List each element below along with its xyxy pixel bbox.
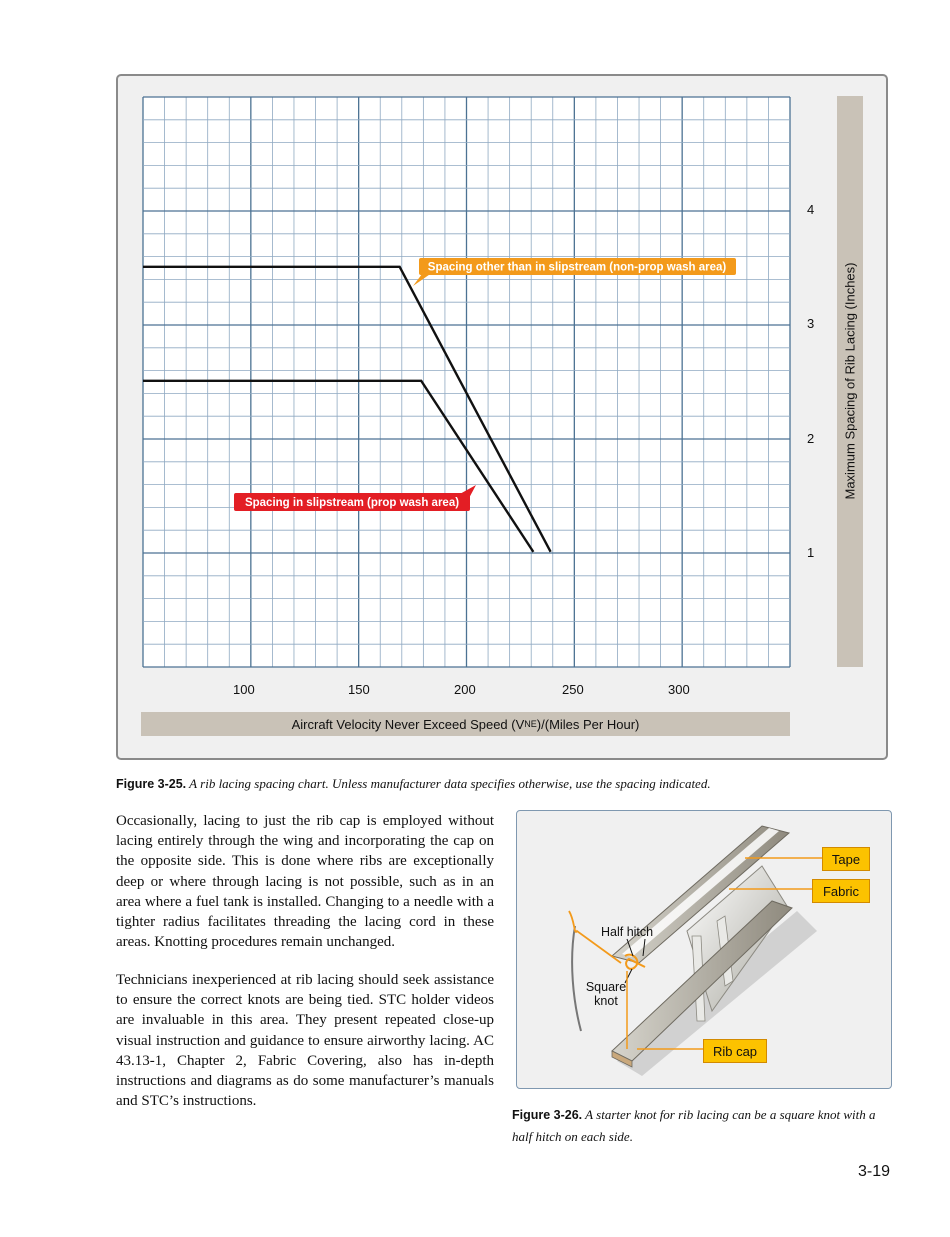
- x-axis-label-tail: )/(Miles Per Hour): [536, 716, 640, 732]
- x-axis-label-sub: NE: [524, 719, 537, 729]
- figure-3-25-caption-text: A rib lacing spacing chart. Unless manufacturer data specifies otherwise, use the spacing indicated.: [186, 776, 711, 791]
- needle-icon: [572, 926, 581, 1031]
- figure-3-25-caption: [116, 773, 896, 795]
- x-tick-label: 250: [562, 682, 584, 697]
- body-paragraph-2: Technicians inexperienced at rib lacing should seek assistance to ensure the correct knots are being tied. STC holder videos are invaluable in this area. They present repeated close-up visual instruction and guidance to ensure airworthy lacing. AC 43.13-1, Chapter 2, Fabric Covering, also has in-depth instructions and diagrams as do some manufacturer’s manuals and STC’s instructions.: [116, 972, 494, 1110]
- y-tick-label: 1: [807, 545, 815, 560]
- x-tick-label: 100: [233, 682, 255, 697]
- figure-3-25-label: Figure 3-25.: [116, 777, 187, 791]
- y-tick-label: 4: [807, 202, 815, 217]
- y-tick-label: 3: [807, 316, 815, 331]
- figure-3-26-label: Figure 3-26.: [512, 1108, 583, 1122]
- figure-3-26-frame: [516, 810, 892, 1089]
- half-hitch-label: Half hitch: [601, 925, 654, 939]
- x-tick-label: 150: [348, 682, 370, 697]
- x-tick-label: 200: [454, 682, 476, 697]
- tape-callout: Tape: [822, 847, 870, 871]
- figure-3-26-caption-text: A starter knot for rib lacing can be a square knot with a half hitch on each side.: [512, 1107, 876, 1144]
- square-knot-label: [581, 980, 631, 1008]
- non-prop-wash-callout-text: Spacing other than in slipstream (non-prop wash area): [427, 261, 727, 274]
- square-knot-label-line1: Square: [585, 980, 627, 994]
- x-tick-label: 300: [668, 682, 690, 697]
- rib-cap-callout: Rib cap: [703, 1039, 767, 1063]
- body-paragraph-1: Occasionally, lacing to just the rib cap is employed without lacing entirely through the wing and incorporating the cap on the opposite side. This is done where ribs are exceptionally deep or where through lacing is not possible, such as in an area where a fuel tank is installed. Changing to a needle with a tighter radius facilitates threading the lacing cord in these areas. Knotting procedures remain unchanged.: [116, 813, 494, 951]
- y-tick-label: 2: [807, 431, 815, 446]
- x-axis-label-main: Aircraft Velocity Never Exceed Speed (V: [291, 716, 525, 732]
- figure-3-26-caption: [512, 1104, 897, 1147]
- page-number: 3-19: [858, 1163, 891, 1180]
- square-knot-label-line2: knot: [594, 994, 618, 1008]
- y-axis-label: Maximum Spacing of Rib Lacing (Inches): [842, 262, 858, 500]
- prop-wash-callout-text: Spacing in slipstream (prop wash area): [244, 497, 460, 509]
- fabric-callout: Fabric: [812, 879, 870, 903]
- x-axis-label: [141, 712, 790, 736]
